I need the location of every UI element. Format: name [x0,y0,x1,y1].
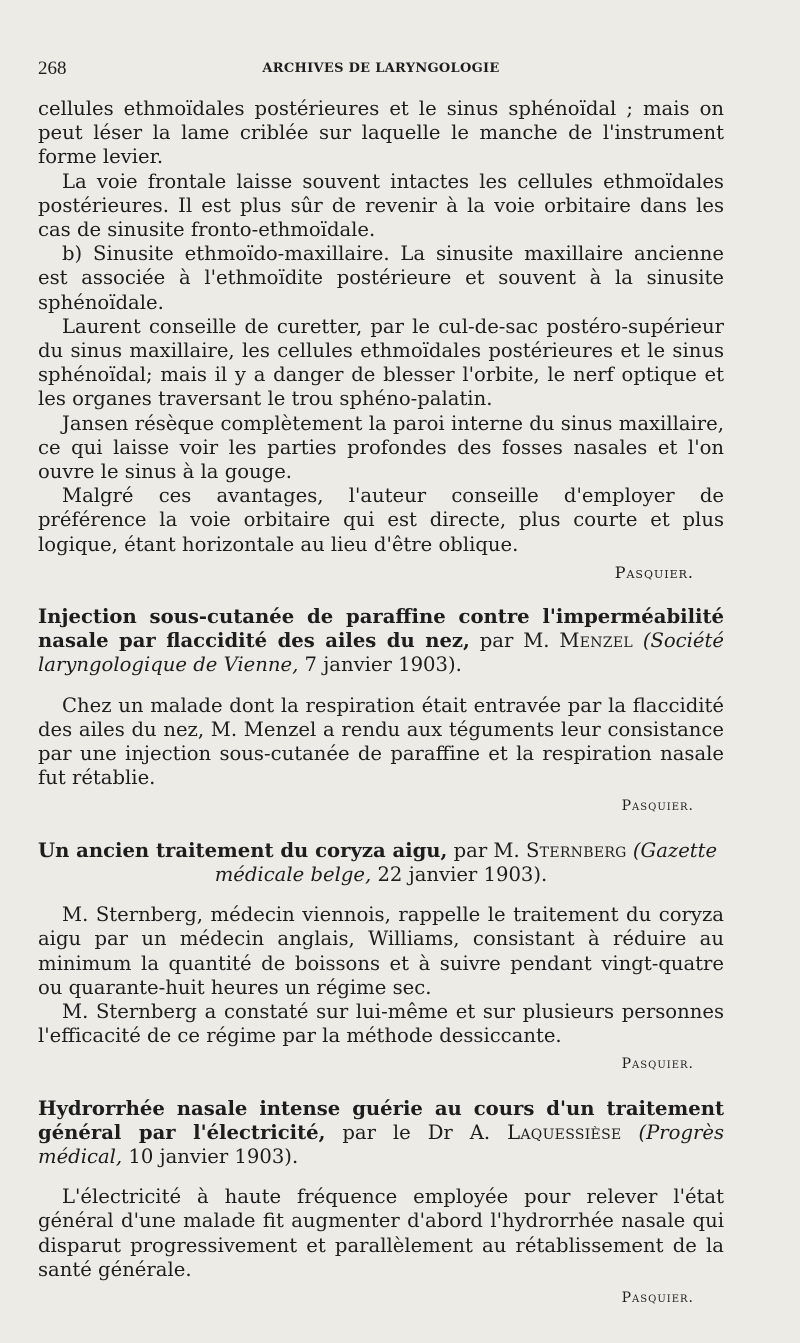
article-date: 7 janvier 1903). [298,653,462,677]
page-header [38,58,724,82]
page-body [38,97,724,1330]
signature: Pasquier. [621,798,694,815]
article-title: Hydrorrhée nasale intense guérie au cours d'un traitement général par l'électricité, [38,1096,724,1144]
article-source: (Gazette [626,838,718,862]
article-date: 10 janvier 1903). [122,1144,299,1168]
running-title: ARCHIVES DE LARYNGOLOGIE [262,61,500,76]
paragraph: Malgré ces avantages, l'auteur conseille d'employer de préférence la voie orbitaire qui est directe, plus courte et plus logique, étant horizontale au lieu d'être oblique. [38,484,724,556]
article-heading [38,1097,724,1170]
page-number: 268 [38,58,67,79]
article-by: par le Dr A. [325,1120,508,1144]
article-source: (Progrès médical, [38,1120,724,1168]
paragraph: M. Sternberg a constaté sur lui-même et sur plusieurs personnes l'efficacité de ce régime par la méthode dessiccante. [38,999,724,1048]
signature: Pasquier. [621,1289,694,1306]
article-source-cont: médicale belge, [214,862,372,886]
signature: Pasquier. [614,562,694,582]
article-source: (Société laryngologique de Vienne, [38,629,724,677]
signature: Pasquier. [621,1056,694,1073]
paragraph: La voie frontale laisse souvent intactes les cellules ethmoïdales postérieures. Il est plus sûr de revenir à la voie orbitaire dans les cas de sinusite fronto-ethmoïdale. [38,169,724,242]
paragraph: Jansen résèque complètement la paroi interne du sinus maxillaire, ce qui laisse voir les parties profondes des fosses nasales et l'on ouvre le sinus à la gouge. [38,411,724,484]
article-date: 22 janvier 1903). [371,862,548,886]
article-title: Injection sous-cutanée de paraffine contre l'imperméabilité nasale par flaccidité des ailes du nez, [38,605,724,653]
article-title: Un ancien traitement du coryza aigu, [38,838,448,862]
paragraph: b) Sinusite ethmoïdo-maxillaire. La sinusite maxillaire ancienne est associée à l'ethmoïdite postérieure et souvent à la sinusite sphénoïdale. [38,242,724,314]
document-page [38,0,724,1343]
paragraph: cellules ethmoïdales postérieures et le sinus sphénoïdal ; mais on peut léser la lame criblée sur laquelle le manche de l'instrument forme levier. [38,97,724,169]
paragraph: M. Sternberg, médecin viennois, rappelle le traitement du coryza aigu par un médecin anglais, Williams, consistant à réduire au minimum la quantité de boissons et à suivre pendant vingt-quatre ou quarante-huit heures un régime sec. [38,903,724,999]
article-author: Menzel [559,629,633,653]
article-author: Laquessièse [507,1120,622,1144]
paragraph: Chez un malade dont la respiration était entravée par la flaccidité des ailes du nez, M. Menzel a rendu aux téguments leur consistance par une injection sous-cutanée de paraffine et la respiration nasale fut rétablie. [38,693,724,790]
article-by: par M. [447,838,526,862]
article-by: par M. [469,629,560,653]
article-author: Sternberg [525,838,627,862]
paragraph: L'électricité à haute fréquence employée pour relever l'état général d'une malade fit augmenter d'abord l'hydrorrhée nasale qui disparut progressivement et parallèlement au rétablissement de la santé générale. [38,1185,724,1281]
article-heading [38,839,724,887]
article-heading [38,605,724,678]
paragraph: Laurent conseille de curetter, par le cul-de-sac postéro-supérieur du sinus maxillaire, les cellules ethmoïdales postérieures et le sinus sphénoïdal; mais il y a danger de blesser l'orbite, le nerf optique et les organes traversant le trou sphéno-palatin. [38,314,724,411]
